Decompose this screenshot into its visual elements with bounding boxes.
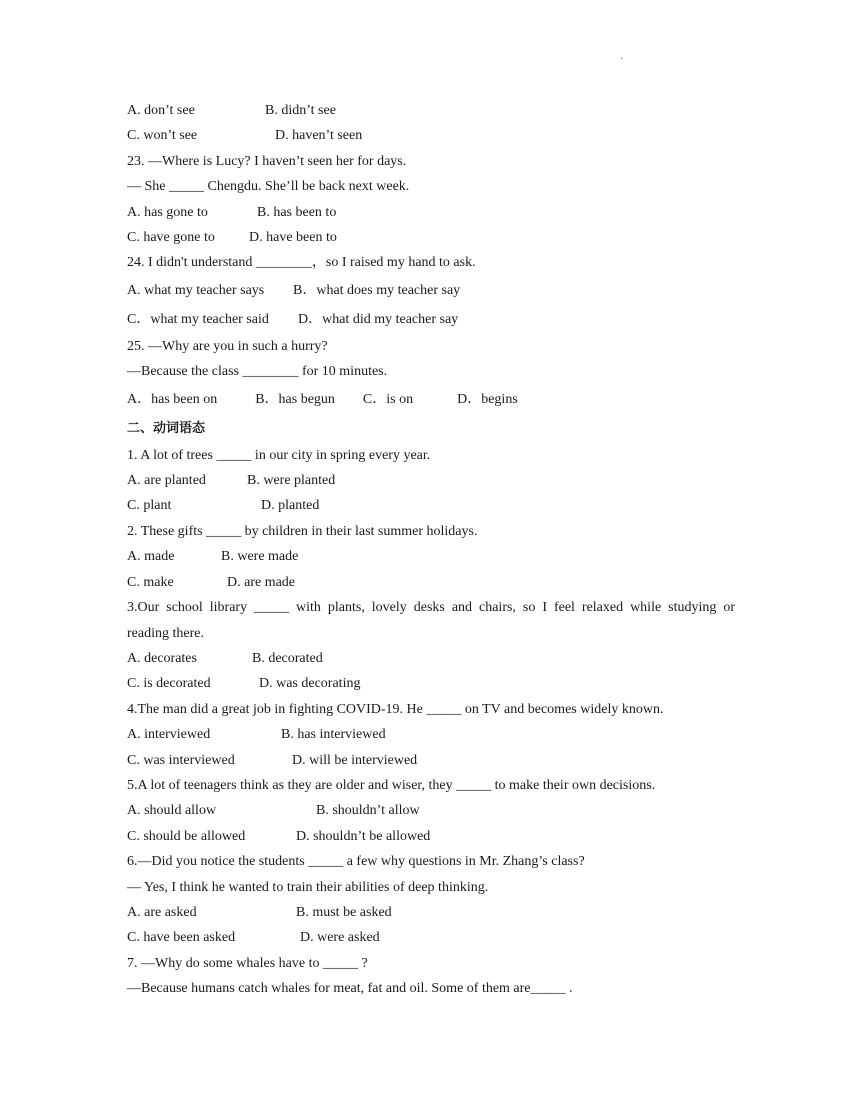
options-row bbox=[127, 671, 735, 696]
option-D: D．begins bbox=[457, 391, 518, 407]
section-heading: 二、动词语态 bbox=[127, 420, 206, 436]
option-right: B. has been to bbox=[257, 204, 337, 220]
option-left: C．what my teacher said bbox=[127, 311, 269, 327]
option-left: C. have been asked bbox=[127, 930, 236, 946]
options-row bbox=[127, 385, 735, 414]
options-row bbox=[127, 646, 735, 671]
option-right: D．what did my teacher say bbox=[298, 311, 459, 327]
question-text: reading there. bbox=[127, 625, 204, 641]
option-right: B. shouldn’t allow bbox=[316, 803, 420, 819]
question-text: 1. A lot of trees _____ in our city in spring every year. bbox=[127, 447, 431, 463]
options-row bbox=[127, 468, 735, 493]
option-left: C. is decorated bbox=[127, 676, 211, 692]
option-left: C. plant bbox=[127, 498, 172, 514]
option-right: D. planted bbox=[261, 498, 320, 514]
option-right: D. are made bbox=[227, 574, 296, 590]
options-row bbox=[127, 722, 735, 747]
option-right: B. were made bbox=[221, 549, 299, 565]
option-right: B. has interviewed bbox=[281, 727, 386, 743]
option-right: B. were planted bbox=[247, 473, 336, 489]
options-row bbox=[127, 276, 735, 305]
option-left: A. should allow bbox=[127, 803, 217, 819]
option-left: A. are planted bbox=[127, 473, 206, 489]
question-text: 5.A lot of teenagers think as they are older and wiser, they _____ to make their own decisions. bbox=[127, 777, 656, 793]
option-left: A. what my teacher says bbox=[127, 282, 265, 298]
option-left: C. have gone to bbox=[127, 230, 215, 246]
option-right: D. was decorating bbox=[259, 676, 361, 692]
options-row bbox=[127, 748, 735, 773]
option-left: A. interviewed bbox=[127, 727, 211, 743]
question-text: 25. —Why are you in such a hurry? bbox=[127, 338, 328, 354]
options-row bbox=[127, 824, 735, 849]
options-row bbox=[127, 200, 735, 225]
option-left: A. are asked bbox=[127, 904, 197, 920]
question-text: 7. —Why do some whales have to _____ ? bbox=[127, 955, 368, 971]
options-row bbox=[127, 544, 735, 569]
question-text: 3.Our school library _____ with plants, lovely desks and chairs, so I feel relaxed while studying or bbox=[127, 600, 735, 616]
option-left: A. has gone to bbox=[127, 204, 208, 220]
question-text: — She _____ Chengdu. She’ll be back next week. bbox=[127, 179, 410, 195]
options-row bbox=[127, 305, 735, 334]
option-left: A. made bbox=[127, 549, 175, 565]
option-left: A. don’t see bbox=[127, 103, 195, 118]
options-row bbox=[127, 493, 735, 518]
options-row bbox=[127, 798, 735, 823]
question-text: 2. These gifts _____ by children in their last summer holidays. bbox=[127, 523, 478, 539]
option-right: D. will be interviewed bbox=[292, 752, 418, 768]
page-mark: · bbox=[620, 54, 624, 65]
option-right: B. must be asked bbox=[296, 904, 392, 920]
option-B: B．has begun bbox=[255, 391, 335, 407]
option-left: C. won’t see bbox=[127, 128, 198, 144]
option-right: D. shouldn’t be allowed bbox=[296, 828, 431, 844]
option-right: D. have been to bbox=[249, 230, 337, 246]
question-text: —Because humans catch whales for meat, fat and oil. Some of them are_____ . bbox=[127, 981, 573, 997]
question-text: —Because the class ________ for 10 minutes. bbox=[127, 364, 388, 380]
question-text: 6.—Did you notice the students _____ a few why questions in Mr. Zhang’s class? bbox=[127, 854, 585, 870]
options-row bbox=[127, 225, 735, 250]
option-left: C. was interviewed bbox=[127, 752, 235, 768]
option-left: A. decorates bbox=[127, 650, 197, 666]
question-text: — Yes, I think he wanted to train their abilities of deep thinking. bbox=[127, 879, 489, 895]
options-row bbox=[127, 900, 735, 925]
option-right: D. haven’t seen bbox=[275, 128, 363, 144]
question-text: 4.The man did a great job in fighting COVID-19. He _____ on TV and becomes widely known. bbox=[127, 701, 664, 717]
option-right: D. were asked bbox=[300, 930, 380, 946]
options-row bbox=[127, 570, 735, 595]
option-C: C．is on bbox=[362, 391, 414, 407]
question-text: 23. —Where is Lucy? I haven’t seen her for days. bbox=[127, 153, 407, 169]
option-right: B. didn’t see bbox=[265, 103, 336, 118]
option-right: B. decorated bbox=[252, 650, 323, 666]
question-text: 24. I didn't understand ________，so I raised my hand to ask. bbox=[127, 255, 476, 271]
document-body bbox=[127, 98, 735, 1002]
options-row bbox=[127, 925, 735, 950]
option-right: B．what does my teacher say bbox=[293, 282, 461, 298]
option-A: A．has been on bbox=[127, 391, 218, 407]
options-row bbox=[127, 98, 735, 123]
option-left: C. make bbox=[127, 574, 174, 590]
option-left: C. should be allowed bbox=[127, 828, 246, 844]
options-row bbox=[127, 123, 735, 148]
